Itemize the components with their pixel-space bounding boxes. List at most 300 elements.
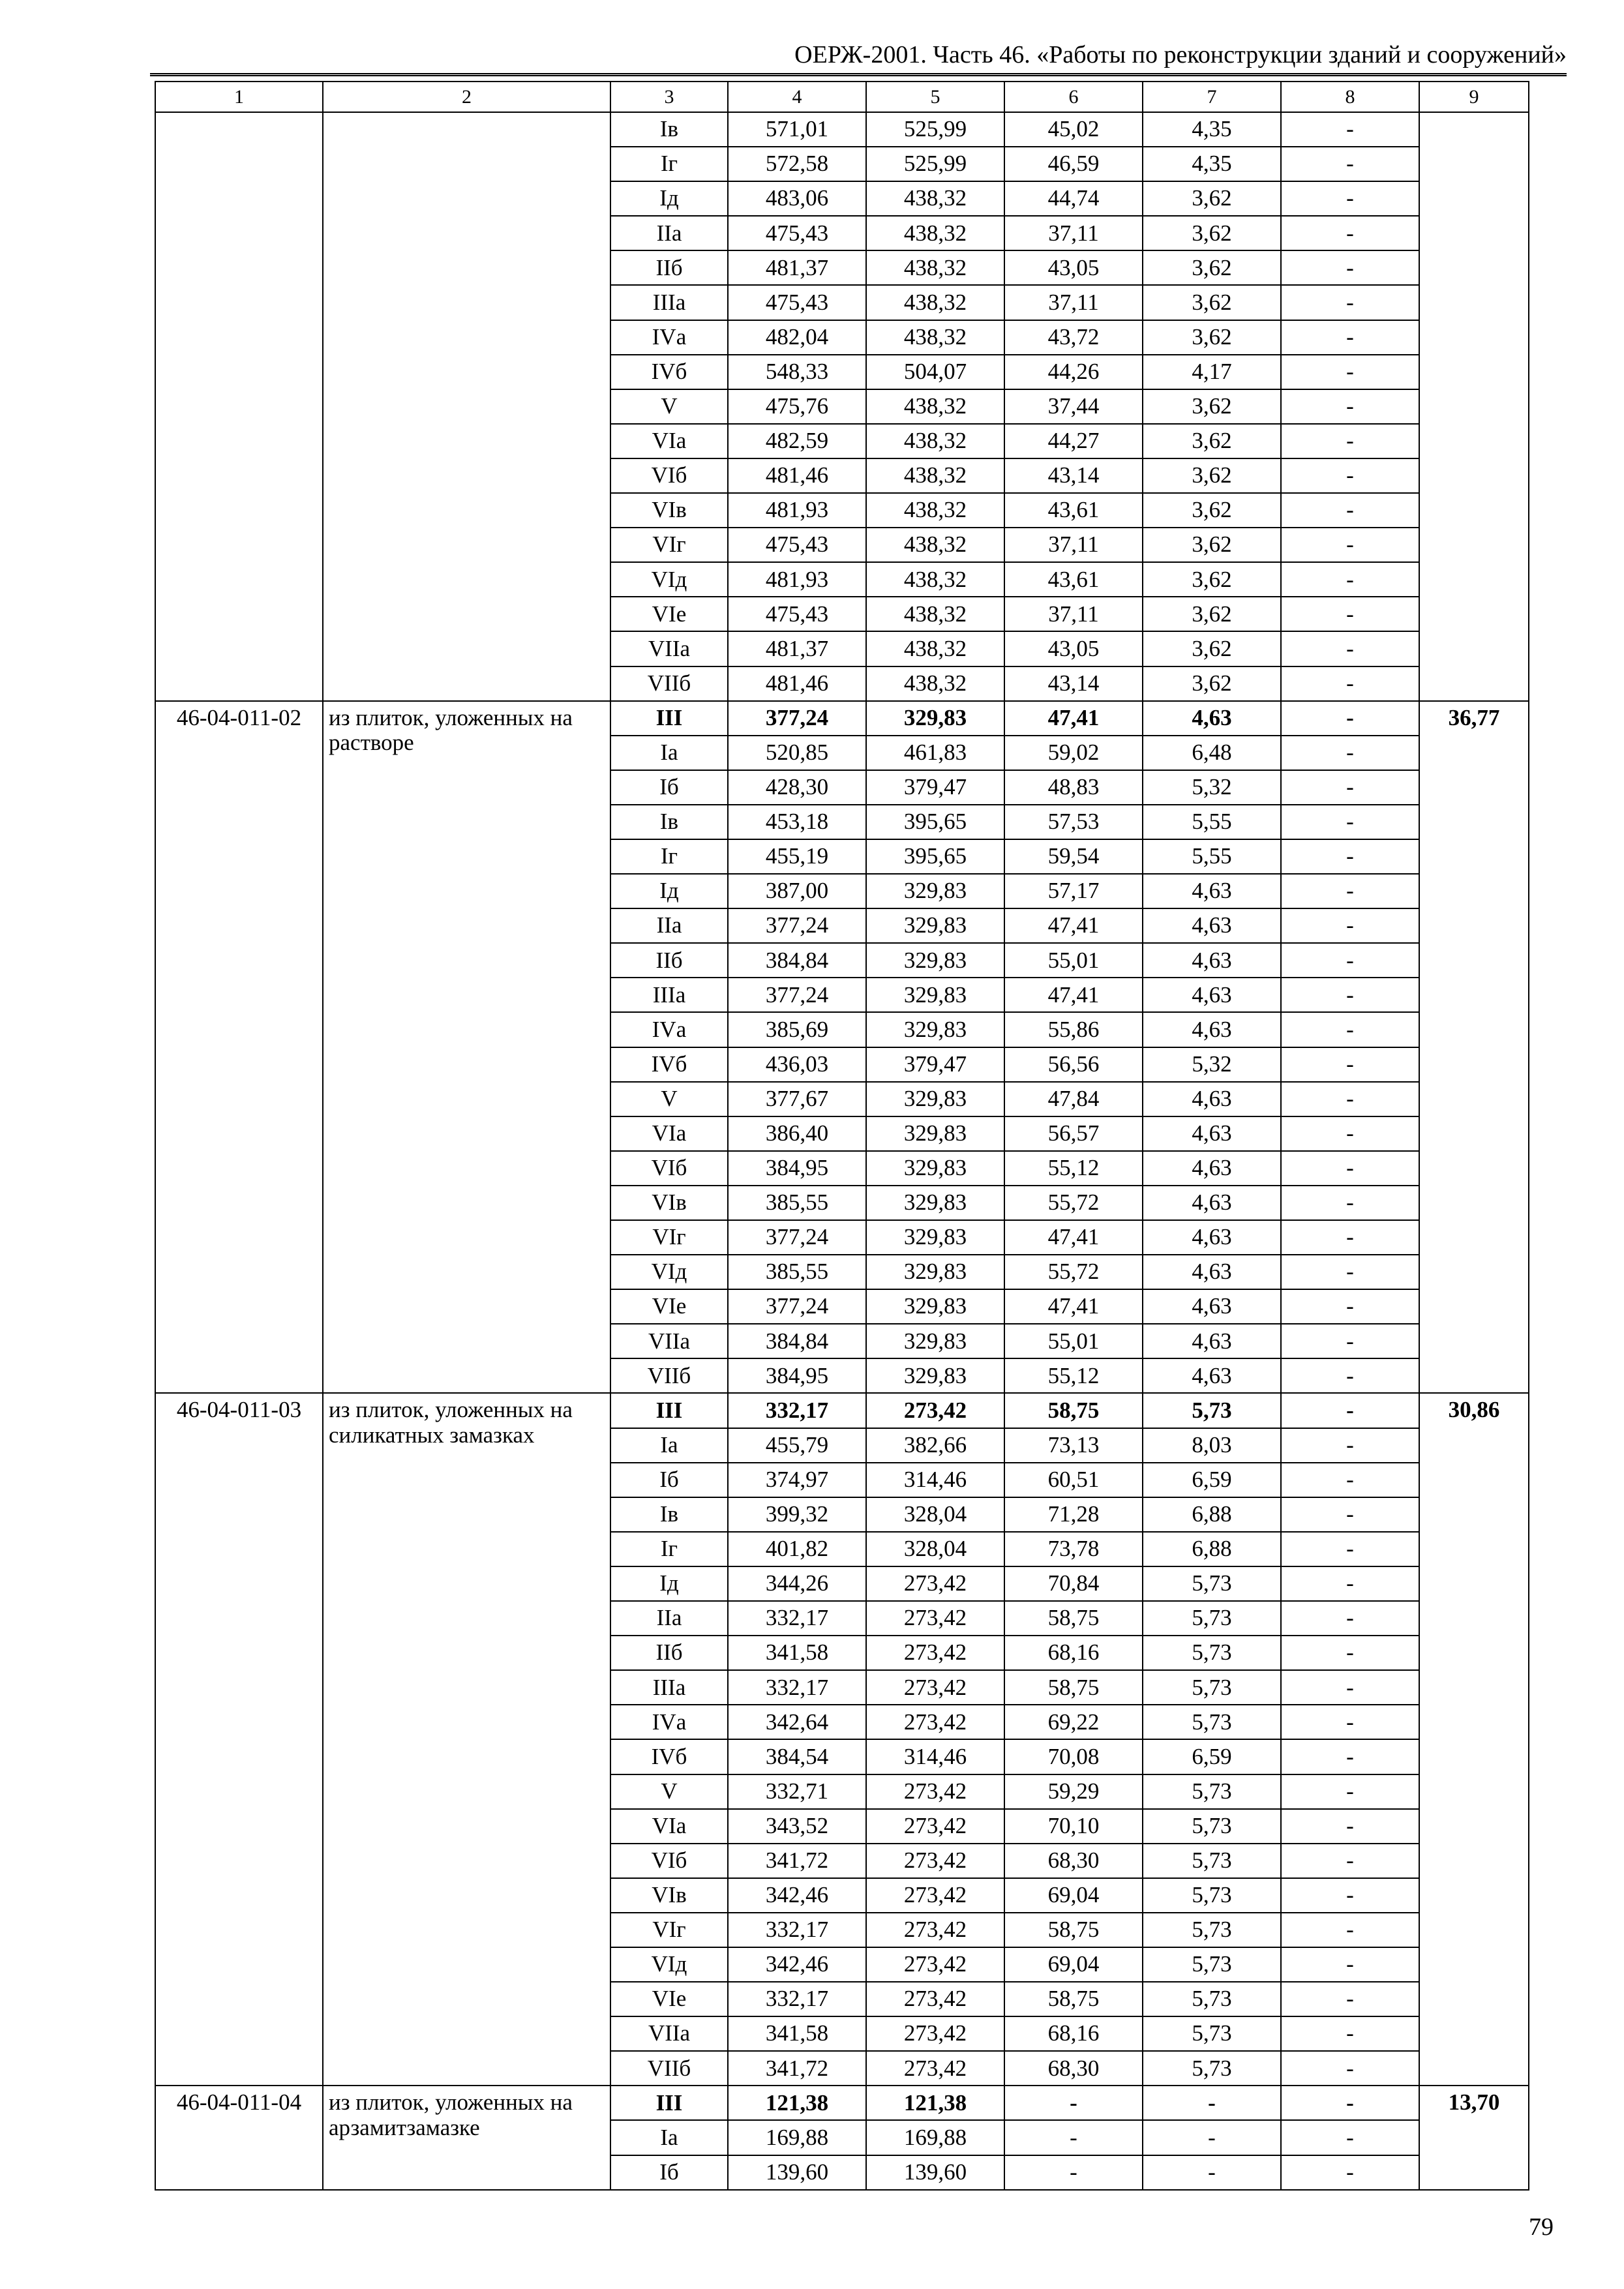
value-cell: 377,24	[728, 701, 866, 736]
work-description: из плиток, уложенных на силикатных замазках	[323, 1393, 610, 2086]
value-cell: 5,73	[1143, 1878, 1281, 1913]
value-cell: 57,17	[1004, 874, 1143, 908]
value-cell: -	[1281, 458, 1419, 493]
value-cell: -	[1281, 1358, 1419, 1393]
column-number: 2	[323, 82, 610, 112]
value-cell: -	[1281, 597, 1419, 631]
value-cell: 341,58	[728, 1636, 866, 1670]
column-number: 8	[1281, 82, 1419, 112]
value-cell: 169,88	[728, 2120, 866, 2155]
value-cell: -	[1281, 1878, 1419, 1913]
value-cell: 438,32	[866, 389, 1004, 424]
value-cell: -	[1281, 1947, 1419, 1982]
value-cell: -	[1281, 839, 1419, 874]
zone-cell: VIIа	[610, 1324, 728, 1358]
value-cell: 377,24	[728, 1289, 866, 1324]
value-cell: 329,83	[866, 1012, 1004, 1047]
value-cell: 4,63	[1143, 908, 1281, 943]
value-cell: 273,42	[866, 1809, 1004, 1844]
value-cell: -	[1281, 908, 1419, 943]
value-cell: 384,95	[728, 1151, 866, 1186]
value-cell: 379,47	[866, 1047, 1004, 1082]
value-cell: 438,32	[866, 562, 1004, 597]
value-cell: -	[1281, 2120, 1419, 2155]
value-cell: 4,63	[1143, 1082, 1281, 1116]
value-cell: 44,26	[1004, 355, 1143, 389]
work-description: из плиток, уложенных на растворе	[323, 701, 610, 1394]
value-cell: -	[1281, 1012, 1419, 1047]
column-number-row	[155, 82, 1529, 112]
zone-cell: VIе	[610, 1289, 728, 1324]
value-cell: -	[1281, 978, 1419, 1012]
zone-cell: Iг	[610, 1532, 728, 1566]
rate-code: 46-04-011-03	[155, 1393, 323, 2086]
zone-cell: VIд	[610, 1255, 728, 1289]
value-cell: 139,60	[728, 2155, 866, 2190]
value-cell: 332,17	[728, 1670, 866, 1705]
value-cell: 58,75	[1004, 1913, 1143, 1947]
value-cell: -	[1281, 1289, 1419, 1324]
value-cell: -	[1143, 2120, 1281, 2155]
value-cell: -	[1281, 2086, 1419, 2120]
value-cell: 47,41	[1004, 1289, 1143, 1324]
zone-cell: IIа	[610, 216, 728, 250]
value-cell: 548,33	[728, 355, 866, 389]
page-number: 79	[1529, 2213, 1554, 2241]
value-cell: 332,71	[728, 1774, 866, 1809]
value-cell: 344,26	[728, 1566, 866, 1601]
value-cell: 343,52	[728, 1809, 866, 1844]
value-cell: -	[1281, 562, 1419, 597]
value-cell: 6,88	[1143, 1532, 1281, 1566]
value-cell: 3,62	[1143, 181, 1281, 216]
value-cell: 273,42	[866, 1601, 1004, 1636]
value-cell: 6,88	[1143, 1497, 1281, 1532]
value-cell: 455,19	[728, 839, 866, 874]
value-cell: -	[1281, 181, 1419, 216]
value-cell: 328,04	[866, 1497, 1004, 1532]
value-cell: 332,17	[728, 1913, 866, 1947]
value-cell: 329,83	[866, 978, 1004, 1012]
value-cell: -	[1281, 1186, 1419, 1220]
value-cell: -	[1281, 1220, 1419, 1255]
zone-cell: Iб	[610, 1463, 728, 1497]
value-cell: 395,65	[866, 839, 1004, 874]
value-cell: -	[1281, 250, 1419, 285]
value-cell: 5,73	[1143, 1913, 1281, 1947]
value-cell: 5,73	[1143, 1601, 1281, 1636]
value-cell: -	[1281, 2155, 1419, 2190]
value-cell: 5,55	[1143, 805, 1281, 839]
value-cell: 5,73	[1143, 1670, 1281, 1705]
zone-cell: Iв	[610, 1497, 728, 1532]
work-description: из плиток, уложенных на арзамитзамазке	[323, 2086, 610, 2189]
value-cell: 43,61	[1004, 562, 1143, 597]
zone-cell: V	[610, 1082, 728, 1116]
column-number: 3	[610, 82, 728, 112]
value-cell: 273,42	[866, 1982, 1004, 2016]
value-cell: -	[1281, 320, 1419, 355]
value-cell: 273,42	[866, 1774, 1004, 1809]
value-cell: -	[1281, 1566, 1419, 1601]
value-cell: 43,05	[1004, 631, 1143, 666]
value-cell: 5,73	[1143, 1566, 1281, 1601]
value-cell: 438,32	[866, 424, 1004, 458]
value-cell: 58,75	[1004, 1670, 1143, 1705]
value-cell: -	[1281, 528, 1419, 562]
value-cell: 55,01	[1004, 1324, 1143, 1358]
zone-cell: Iг	[610, 147, 728, 181]
value-cell: 68,30	[1004, 1844, 1143, 1878]
labor-value: 36,77	[1419, 701, 1529, 1394]
value-cell: 45,02	[1004, 112, 1143, 147]
value-cell: 5,73	[1143, 2051, 1281, 2086]
value-cell: 48,83	[1004, 770, 1143, 805]
zone-cell: VIв	[610, 493, 728, 528]
value-cell: 475,43	[728, 285, 866, 320]
value-cell: -	[1281, 2051, 1419, 2086]
value-cell: 329,83	[866, 701, 1004, 736]
value-cell: 384,84	[728, 943, 866, 978]
column-number: 5	[866, 82, 1004, 112]
zone-cell: IIб	[610, 250, 728, 285]
zone-cell: VIг	[610, 528, 728, 562]
value-cell: 3,62	[1143, 424, 1281, 458]
value-cell: 5,73	[1143, 1636, 1281, 1670]
column-number: 9	[1419, 82, 1529, 112]
value-cell: 384,84	[728, 1324, 866, 1358]
zone-cell: IVа	[610, 320, 728, 355]
value-cell: 482,04	[728, 320, 866, 355]
value-cell: 139,60	[866, 2155, 1004, 2190]
value-cell: -	[1281, 666, 1419, 701]
value-cell: 4,63	[1143, 874, 1281, 908]
value-cell: 481,46	[728, 666, 866, 701]
value-cell: 341,72	[728, 2051, 866, 2086]
value-cell: 273,42	[866, 1670, 1004, 1705]
value-cell: 273,42	[866, 1566, 1004, 1601]
labor-value: 30,86	[1419, 1393, 1529, 2086]
zone-cell: Iб	[610, 770, 728, 805]
value-cell: -	[1281, 736, 1419, 770]
header-rule	[150, 73, 1567, 76]
value-cell: 428,30	[728, 770, 866, 805]
value-cell: 4,63	[1143, 1358, 1281, 1393]
value-cell: 37,11	[1004, 285, 1143, 320]
value-cell: 377,24	[728, 1220, 866, 1255]
value-cell: 8,03	[1143, 1428, 1281, 1463]
value-cell: 438,32	[866, 285, 1004, 320]
value-cell: 43,72	[1004, 320, 1143, 355]
value-cell: 55,86	[1004, 1012, 1143, 1047]
value-cell: 329,83	[866, 1289, 1004, 1324]
zone-cell: IIб	[610, 1636, 728, 1670]
value-cell: -	[1281, 1670, 1419, 1705]
zone-cell: VIб	[610, 1151, 728, 1186]
price-table	[155, 81, 1529, 2191]
value-cell: 37,11	[1004, 597, 1143, 631]
value-cell: 6,48	[1143, 736, 1281, 770]
value-cell: 482,59	[728, 424, 866, 458]
value-cell: 571,01	[728, 112, 866, 147]
value-cell: 273,42	[866, 1878, 1004, 1913]
value-cell: 5,32	[1143, 1047, 1281, 1082]
value-cell: -	[1143, 2155, 1281, 2190]
value-cell: -	[1281, 493, 1419, 528]
value-cell: 273,42	[866, 1947, 1004, 1982]
value-cell: -	[1281, 285, 1419, 320]
value-cell: -	[1281, 1913, 1419, 1947]
value-cell: 56,57	[1004, 1116, 1143, 1151]
value-cell: 70,08	[1004, 1739, 1143, 1774]
value-cell: -	[1281, 701, 1419, 736]
zone-cell: VIIа	[610, 631, 728, 666]
value-cell: -	[1281, 1809, 1419, 1844]
column-number: 7	[1143, 82, 1281, 112]
value-cell: -	[1004, 2086, 1143, 2120]
value-cell: 401,82	[728, 1532, 866, 1566]
value-cell: 455,79	[728, 1428, 866, 1463]
value-cell: 5,55	[1143, 839, 1281, 874]
zone-cell: IIIа	[610, 1670, 728, 1705]
value-cell: 525,99	[866, 147, 1004, 181]
value-cell: 5,73	[1143, 1809, 1281, 1844]
zone-cell: IIб	[610, 943, 728, 978]
zone-cell: V	[610, 1774, 728, 1809]
zone-cell: Iд	[610, 874, 728, 908]
zone-cell: VIа	[610, 1809, 728, 1844]
value-cell: 481,93	[728, 562, 866, 597]
value-cell: -	[1281, 631, 1419, 666]
value-cell: 475,43	[728, 528, 866, 562]
zone-cell: VIб	[610, 458, 728, 493]
value-cell: 56,56	[1004, 1047, 1143, 1082]
value-cell: 121,38	[866, 2086, 1004, 2120]
value-cell: 329,83	[866, 1358, 1004, 1393]
value-cell: 314,46	[866, 1739, 1004, 1774]
value-cell: 395,65	[866, 805, 1004, 839]
value-cell: 47,84	[1004, 1082, 1143, 1116]
value-cell: -	[1281, 1255, 1419, 1289]
value-cell: 332,17	[728, 1982, 866, 2016]
value-cell: 377,24	[728, 978, 866, 1012]
value-cell: 37,11	[1004, 528, 1143, 562]
value-cell: 47,41	[1004, 978, 1143, 1012]
value-cell: 73,78	[1004, 1532, 1143, 1566]
value-cell: -	[1281, 1151, 1419, 1186]
value-cell: 70,84	[1004, 1566, 1143, 1601]
value-cell: 4,63	[1143, 1220, 1281, 1255]
value-cell: -	[1004, 2155, 1143, 2190]
zone-cell: Iд	[610, 181, 728, 216]
value-cell: 6,59	[1143, 1739, 1281, 1774]
value-cell: 59,54	[1004, 839, 1143, 874]
value-cell: -	[1281, 1324, 1419, 1358]
value-cell: 438,32	[866, 631, 1004, 666]
value-cell: -	[1281, 1601, 1419, 1636]
zone-cell: VIг	[610, 1220, 728, 1255]
value-cell: 332,17	[728, 1601, 866, 1636]
value-cell: -	[1281, 1844, 1419, 1878]
value-cell: 71,28	[1004, 1497, 1143, 1532]
value-cell: -	[1143, 2086, 1281, 2120]
value-cell: 273,42	[866, 1636, 1004, 1670]
value-cell: 382,66	[866, 1428, 1004, 1463]
zone-cell: VIд	[610, 562, 728, 597]
value-cell: 68,30	[1004, 2051, 1143, 2086]
value-cell: 438,32	[866, 181, 1004, 216]
value-cell: 4,63	[1143, 1324, 1281, 1358]
value-cell: 374,97	[728, 1463, 866, 1497]
value-cell: 273,42	[866, 2016, 1004, 2051]
value-cell: 273,42	[866, 1913, 1004, 1947]
zone-cell: VIIа	[610, 2016, 728, 2051]
value-cell: 329,83	[866, 1186, 1004, 1220]
value-cell: -	[1281, 1116, 1419, 1151]
zone-cell: IVб	[610, 355, 728, 389]
value-cell: 55,01	[1004, 943, 1143, 978]
value-cell: -	[1281, 1428, 1419, 1463]
zone-cell: VIIб	[610, 2051, 728, 2086]
value-cell: 43,61	[1004, 493, 1143, 528]
value-cell: 3,62	[1143, 493, 1281, 528]
zone-cell: VIIб	[610, 1358, 728, 1393]
value-cell: 4,63	[1143, 1151, 1281, 1186]
document-header-title: ОЕРЖ-2001. Часть 46. «Работы по реконструкции зданий и сооружений»	[794, 41, 1567, 68]
value-cell: 58,75	[1004, 1982, 1143, 2016]
value-cell: 5,73	[1143, 2016, 1281, 2051]
zone-cell: VIг	[610, 1913, 728, 1947]
value-cell: 481,46	[728, 458, 866, 493]
zone-cell: IVа	[610, 1705, 728, 1739]
zone-cell: IVб	[610, 1047, 728, 1082]
value-cell: 3,62	[1143, 458, 1281, 493]
value-cell: 525,99	[866, 112, 1004, 147]
value-cell: -	[1281, 770, 1419, 805]
zone-cell: VIа	[610, 424, 728, 458]
value-cell: 453,18	[728, 805, 866, 839]
zone-cell: V	[610, 389, 728, 424]
value-cell: 69,04	[1004, 1878, 1143, 1913]
zone-cell: Iв	[610, 112, 728, 147]
value-cell: 379,47	[866, 770, 1004, 805]
zone-cell: IIIа	[610, 978, 728, 1012]
value-cell: 43,14	[1004, 666, 1143, 701]
value-cell: 47,41	[1004, 701, 1143, 736]
value-cell: 329,83	[866, 1255, 1004, 1289]
value-cell: 481,37	[728, 631, 866, 666]
zone-cell: VIе	[610, 597, 728, 631]
value-cell: 3,62	[1143, 250, 1281, 285]
work-description	[323, 112, 610, 701]
value-cell: 3,62	[1143, 562, 1281, 597]
value-cell: 70,10	[1004, 1809, 1143, 1844]
zone-cell: VIд	[610, 1947, 728, 1982]
value-cell: 3,62	[1143, 216, 1281, 250]
value-cell: 342,46	[728, 1947, 866, 1982]
value-cell: -	[1281, 1497, 1419, 1532]
value-cell: 59,29	[1004, 1774, 1143, 1809]
labor-value: 13,70	[1419, 2086, 1529, 2189]
value-cell: 4,63	[1143, 978, 1281, 1012]
value-cell: 5,73	[1143, 1844, 1281, 1878]
value-cell: 4,63	[1143, 943, 1281, 978]
value-cell: 3,62	[1143, 528, 1281, 562]
value-cell: 68,16	[1004, 1636, 1143, 1670]
value-cell: 4,35	[1143, 147, 1281, 181]
value-cell: -	[1281, 1982, 1419, 2016]
value-cell: -	[1281, 112, 1419, 147]
value-cell: 3,62	[1143, 631, 1281, 666]
value-cell: 4,63	[1143, 1186, 1281, 1220]
value-cell: 341,58	[728, 2016, 866, 2051]
value-cell: 342,64	[728, 1705, 866, 1739]
value-cell: 43,14	[1004, 458, 1143, 493]
value-cell: 3,62	[1143, 389, 1281, 424]
value-cell: 438,32	[866, 216, 1004, 250]
zone-cell: III	[610, 701, 728, 736]
value-cell: 438,32	[866, 320, 1004, 355]
value-cell: 6,59	[1143, 1463, 1281, 1497]
value-cell: 58,75	[1004, 1601, 1143, 1636]
value-cell: -	[1281, 1636, 1419, 1670]
value-cell: 5,73	[1143, 1947, 1281, 1982]
value-cell: 520,85	[728, 736, 866, 770]
value-cell: 399,32	[728, 1497, 866, 1532]
value-cell: 55,72	[1004, 1186, 1143, 1220]
zone-cell: IIа	[610, 908, 728, 943]
zone-cell: Iа	[610, 1428, 728, 1463]
value-cell: 377,24	[728, 908, 866, 943]
value-cell: 342,46	[728, 1878, 866, 1913]
value-cell: 4,17	[1143, 355, 1281, 389]
zone-cell: IIIа	[610, 285, 728, 320]
value-cell: 3,62	[1143, 320, 1281, 355]
value-cell: -	[1281, 216, 1419, 250]
value-cell: 3,62	[1143, 285, 1281, 320]
value-cell: 73,13	[1004, 1428, 1143, 1463]
value-cell: -	[1281, 355, 1419, 389]
column-number: 4	[728, 82, 866, 112]
value-cell: 504,07	[866, 355, 1004, 389]
value-cell: -	[1281, 1532, 1419, 1566]
value-cell: 273,42	[866, 1844, 1004, 1878]
rate-code	[155, 112, 323, 701]
value-cell: 4,35	[1143, 112, 1281, 147]
value-cell: 438,32	[866, 597, 1004, 631]
value-cell: 5,32	[1143, 770, 1281, 805]
value-cell: 481,93	[728, 493, 866, 528]
zone-cell: Iб	[610, 2155, 728, 2190]
value-cell: 59,02	[1004, 736, 1143, 770]
zone-cell: III	[610, 1393, 728, 1428]
zone-cell: VIб	[610, 1844, 728, 1878]
value-cell: -	[1004, 2120, 1143, 2155]
value-cell: 481,37	[728, 250, 866, 285]
value-cell: 60,51	[1004, 1463, 1143, 1497]
value-cell: 121,38	[728, 2086, 866, 2120]
value-cell: -	[1281, 874, 1419, 908]
value-cell: 387,00	[728, 874, 866, 908]
value-cell: 329,83	[866, 1082, 1004, 1116]
zone-cell: Iа	[610, 736, 728, 770]
value-cell: 47,41	[1004, 908, 1143, 943]
value-cell: 55,12	[1004, 1358, 1143, 1393]
value-cell: 341,72	[728, 1844, 866, 1878]
value-cell: 438,32	[866, 666, 1004, 701]
value-cell: 385,69	[728, 1012, 866, 1047]
value-cell: -	[1281, 2016, 1419, 2051]
